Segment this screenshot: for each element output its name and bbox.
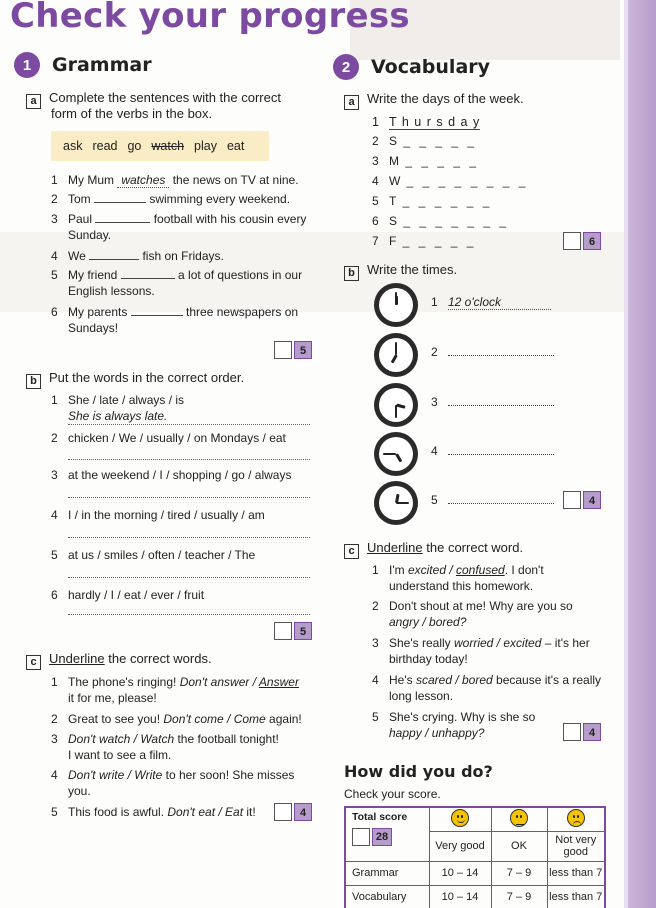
blank-input[interactable]: _ _ _ _ _ _ bbox=[396, 194, 493, 208]
list-item: 2 Great to see you! Don't come / Come again! bbox=[51, 712, 302, 726]
row-label: Vocabulary bbox=[345, 885, 429, 908]
score-max: 4 bbox=[583, 723, 601, 741]
list-item: 3 at the weekend / I / shopping / go / always bbox=[51, 468, 292, 482]
vocabulary-task-b bbox=[344, 262, 457, 281]
time-item: 4 bbox=[448, 443, 554, 459]
score-table bbox=[344, 806, 606, 908]
section-number: 2 bbox=[333, 54, 359, 80]
list-item: 3 Paul football with his cousin every Sunday. bbox=[51, 212, 307, 242]
task-instruction: Write the days of the week. bbox=[367, 91, 524, 106]
task-letter: b bbox=[26, 374, 41, 389]
clock-icon bbox=[374, 432, 418, 476]
day-item: 2 S _ _ _ _ _ bbox=[372, 134, 478, 148]
blank-input[interactable] bbox=[89, 259, 139, 260]
task-instruction: Complete the sentences with the correct bbox=[49, 90, 281, 105]
table-cell: 7 – 9 bbox=[491, 885, 547, 908]
how-did-you-do-title: How did you do? bbox=[344, 762, 493, 781]
column-header: Not very good bbox=[547, 831, 605, 861]
list-item: 5 She's crying. Why is she so happy / unhappy? bbox=[372, 710, 536, 740]
neutral-face-cell bbox=[491, 807, 547, 831]
table-row bbox=[345, 861, 605, 885]
day-item: 1 T h u r s d a y bbox=[372, 115, 481, 129]
vocabulary-heading bbox=[333, 54, 490, 80]
task-letter: a bbox=[26, 94, 41, 109]
grammar-task-b bbox=[26, 370, 244, 389]
score-max: 5 bbox=[294, 341, 312, 359]
section-title: Grammar bbox=[52, 54, 152, 76]
list-item: 4 He's scared / bored because it's a really long lesson. bbox=[372, 673, 602, 703]
score-input[interactable] bbox=[563, 232, 581, 250]
day-item: 7 F _ _ _ _ _ bbox=[372, 234, 477, 248]
table-row bbox=[345, 885, 605, 908]
score-box bbox=[563, 723, 601, 741]
column-header: Very good bbox=[429, 831, 491, 861]
word: read bbox=[92, 139, 118, 153]
list-item: 1 I'm excited / confused. I don't understand this homework. bbox=[372, 563, 544, 593]
score-box bbox=[563, 491, 601, 509]
total-score-input[interactable] bbox=[352, 828, 370, 846]
answer-line[interactable] bbox=[68, 424, 310, 425]
list-item: 1 She / late / always / is She is always late. bbox=[51, 393, 185, 423]
underlined-answer: confused bbox=[456, 563, 505, 577]
score-max: 4 bbox=[583, 491, 601, 509]
answer-text: 12 o'clock bbox=[448, 295, 551, 310]
happy-face-icon bbox=[451, 809, 469, 827]
score-input[interactable] bbox=[274, 341, 292, 359]
list-item: 2 chicken / We / usually / on Mondays / eat bbox=[51, 431, 286, 445]
answer-line[interactable] bbox=[68, 459, 310, 460]
column-header: OK bbox=[491, 831, 547, 861]
task-letter: c bbox=[344, 544, 359, 559]
word-used: watch bbox=[151, 139, 185, 153]
answer-text: T h u r s d a y bbox=[389, 115, 481, 129]
time-item: 1 12 o'clock bbox=[448, 294, 551, 310]
grammar-task-c: c Underline the correct words. bbox=[26, 651, 212, 670]
blank-input[interactable]: _ _ _ _ _ bbox=[397, 134, 478, 148]
blank-input[interactable]: _ _ _ _ _ bbox=[399, 154, 480, 168]
row-label: Grammar bbox=[345, 861, 429, 885]
blank-input[interactable] bbox=[95, 222, 150, 223]
list-item: 6 My parents three newspapers on Sundays! bbox=[51, 305, 299, 335]
word: play bbox=[194, 139, 217, 153]
happy-face-cell bbox=[429, 807, 491, 831]
underlined-answer: Answer bbox=[258, 675, 299, 689]
score-box bbox=[274, 341, 312, 359]
blank-input[interactable] bbox=[448, 355, 554, 356]
list-item: 4 We fish on Fridays. bbox=[51, 249, 224, 263]
list-item: 3 Don't watch / Watch the football tonight! I want to see a film. bbox=[51, 732, 279, 762]
vocabulary-task-c: c Underline the correct word. bbox=[344, 540, 523, 559]
total-score-label: Total score bbox=[352, 811, 408, 823]
list-item: 6 hardly / I / eat / ever / fruit bbox=[51, 588, 205, 602]
total-score-box bbox=[352, 828, 429, 846]
list-item: 5 This food is awful. Don't eat / Eat it! bbox=[51, 805, 256, 819]
answer-text: watches bbox=[117, 173, 169, 188]
list-item: 1 My Mum watches the news on TV at nine. bbox=[51, 173, 299, 187]
blank-input[interactable] bbox=[94, 202, 146, 203]
day-item: 3 M _ _ _ _ _ bbox=[372, 154, 480, 168]
word-box bbox=[51, 131, 269, 161]
time-item: 2 bbox=[448, 344, 554, 360]
table-cell: 10 – 14 bbox=[429, 861, 491, 885]
word: ask bbox=[63, 139, 83, 153]
vocabulary-task-a bbox=[344, 91, 524, 110]
day-item: 5 T _ _ _ _ _ _ bbox=[372, 194, 493, 208]
answer-line[interactable] bbox=[68, 577, 310, 578]
clock-icon bbox=[374, 481, 418, 525]
blank-input[interactable]: _ _ _ _ _ _ _ bbox=[397, 214, 510, 228]
score-max: 4 bbox=[294, 803, 312, 821]
score-input[interactable] bbox=[563, 723, 581, 741]
score-input[interactable] bbox=[274, 803, 292, 821]
list-item: 5 My friend a lot of questions in our English lessons. bbox=[51, 268, 303, 298]
sad-face-icon bbox=[567, 809, 585, 827]
sad-face-cell bbox=[547, 807, 605, 831]
time-item: 3 bbox=[448, 394, 554, 410]
score-box bbox=[563, 232, 601, 250]
day-item: 4 W _ _ _ _ _ _ _ _ bbox=[372, 174, 529, 188]
task-instruction-cont: form of the verbs in the box. bbox=[51, 106, 213, 121]
list-item: 5 at us / smiles / often / teacher / The bbox=[51, 548, 256, 562]
section-title: Vocabulary bbox=[371, 56, 491, 78]
page-edge-strip bbox=[628, 0, 656, 908]
answer-line[interactable] bbox=[68, 614, 310, 615]
page-title: Check your progress bbox=[10, 0, 410, 36]
blank-input[interactable]: _ _ _ _ _ _ _ _ bbox=[400, 174, 529, 188]
score-input[interactable] bbox=[563, 491, 581, 509]
word: eat bbox=[226, 139, 245, 153]
task-letter: c bbox=[26, 655, 41, 670]
grammar-heading bbox=[14, 52, 152, 78]
total-score-max: 28 bbox=[372, 828, 392, 846]
blank-input[interactable] bbox=[448, 405, 554, 406]
list-item: 4 Don't write / Write to her soon! She misses you. bbox=[51, 768, 295, 798]
list-item: 2 Tom swimming every weekend. bbox=[51, 192, 291, 206]
list-item: 4 I / in the morning / tired / usually / am bbox=[51, 508, 265, 522]
day-item: 6 S _ _ _ _ _ _ _ bbox=[372, 214, 510, 228]
how-subtitle: Check your score. bbox=[344, 787, 441, 801]
table-cell: less than 7 bbox=[547, 861, 605, 885]
clock-icon bbox=[374, 283, 418, 327]
blank-input[interactable]: _ _ _ _ _ bbox=[396, 234, 477, 248]
blank-input[interactable] bbox=[448, 503, 554, 504]
score-box bbox=[274, 622, 312, 640]
total-score-cell bbox=[345, 807, 429, 861]
score-max: 6 bbox=[583, 232, 601, 250]
list-item: 1 The phone's ringing! Don't answer / Answer it for me, please! bbox=[51, 675, 299, 705]
blank-input[interactable] bbox=[131, 315, 183, 316]
clock-icon bbox=[374, 333, 418, 377]
time-item: 5 bbox=[448, 492, 554, 508]
task-instruction: Write the times. bbox=[367, 262, 458, 277]
table-cell: less than 7 bbox=[547, 885, 605, 908]
score-input[interactable] bbox=[274, 622, 292, 640]
answer-line[interactable] bbox=[68, 537, 310, 538]
section-number: 1 bbox=[14, 52, 40, 78]
neutral-face-icon bbox=[510, 809, 528, 827]
list-item: 3 She's really worried / excited – it's her birthday today! bbox=[372, 636, 590, 666]
list-item: 2 Don't shout at me! Why are you so angry / bored? bbox=[372, 599, 573, 629]
table-cell: 7 – 9 bbox=[491, 861, 547, 885]
answer-text: She is always late. bbox=[68, 409, 168, 423]
score-max: 5 bbox=[294, 622, 312, 640]
table-cell: 10 – 14 bbox=[429, 885, 491, 908]
clock-icon bbox=[374, 383, 418, 427]
score-box bbox=[274, 803, 312, 821]
blank-input[interactable] bbox=[121, 278, 175, 279]
task-letter: b bbox=[344, 266, 359, 281]
word: go bbox=[127, 139, 142, 153]
task-letter: a bbox=[344, 95, 359, 110]
task-instruction: Put the words in the correct order. bbox=[49, 370, 245, 385]
answer-line[interactable] bbox=[68, 497, 310, 498]
blank-input[interactable] bbox=[448, 454, 554, 455]
